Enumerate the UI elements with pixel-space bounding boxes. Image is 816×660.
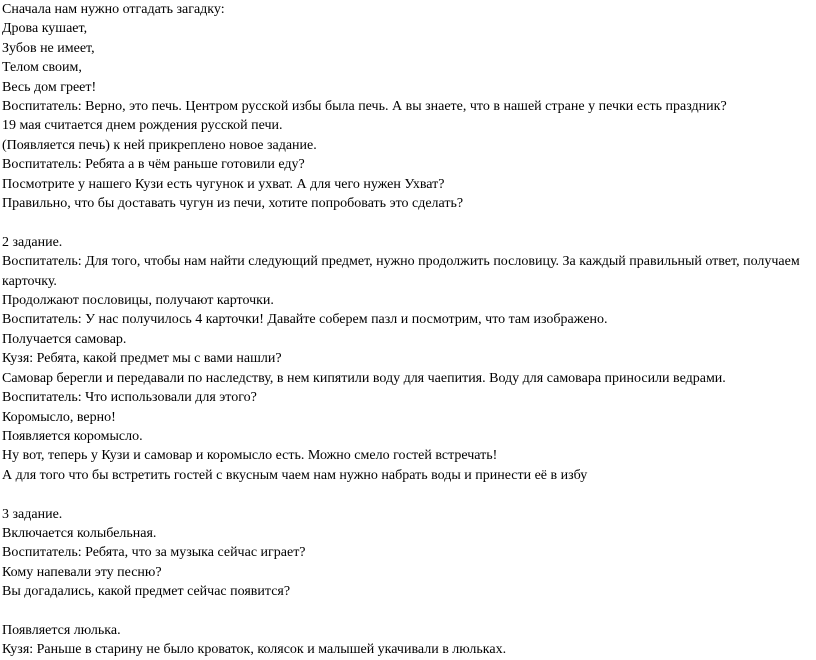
section-heading: 3 задание. [2,506,63,522]
text-line: Воспитатель: Ребята а в чём раньше готовили еду? [2,157,305,173]
text-line: Воспитатель: У нас получилось 4 карточки! Давайте соберем пазл и посмотрим, что там изображено. [2,312,608,328]
text-line: Правильно, что бы доставать чугун из печи, хотите попробовать это сделать? [2,196,464,212]
text-line: Коромысло, верно! [2,409,116,425]
text-line: Вы догадались, какой предмет сейчас появится? [2,584,291,600]
blank-line [2,602,814,621]
text-line: Дрова кушает, [2,21,88,37]
text-line: Воспитатель: Для того, чтобы нам найти следующий предмет, нужно продолжить пословицу. За каждый правильный ответ, получаем карточку. [2,254,804,289]
text-line: Самовар берегли и передавали по наследству, в нем кипятили воду для чаепития. Воду для самовара приносили ведрами. [2,370,726,386]
text-line: Продолжают пословицы, получают карточки. [2,293,274,309]
text-line: (Появляется печь) к ней прикреплено новое задание. [2,137,317,153]
text-line: Получается самовар. [2,331,127,347]
text-line: Весь дом греет! [2,79,97,95]
text-line: Кузя: Раньше в старину не было кроваток, колясок и малышей укачивали в люльках. [2,642,507,658]
document-body [2,0,814,660]
section-heading: 2 задание. [2,234,63,250]
text-line: Ну вот, теперь у Кузи и самовар и коромысло есть. Можно смело гостей встречать! [2,448,498,464]
text-line: Кузя: Ребята, какой предмет мы с вами нашли? [2,351,282,367]
text-line: А для того что бы встретить гостей с вкусным чаем нам нужно набрать воды и принести её в избу [2,467,588,483]
text-line: Появляется коромысло. [2,428,143,444]
text-line: Включается колыбельная. [2,525,157,541]
blank-line [2,485,814,504]
text-line: 19 мая считается днем рождения русской печи. [2,118,283,134]
text-line: Кому напевали эту песню? [2,564,162,580]
text-line: Воспитатель: Что использовали для этого? [2,390,257,406]
text-line: Воспитатель: Верно, это печь. Центром русской избы была печь. А вы знаете, что в нашей стране у печки есть праздник? [2,99,727,115]
text-line: Сначала нам нужно отгадать загадку: [2,2,225,17]
text-line: Посмотрите у нашего Кузи есть чугунок и ухват. А для чего нужен Ухват? [2,176,445,192]
blank-line [2,213,814,232]
text-line: Телом своим, [2,60,82,76]
text-line: Зубов не имеет, [2,40,95,56]
text-line: Появляется люлька. [2,622,121,638]
text-line: Воспитатель: Ребята, что за музыка сейчас играет? [2,545,306,561]
